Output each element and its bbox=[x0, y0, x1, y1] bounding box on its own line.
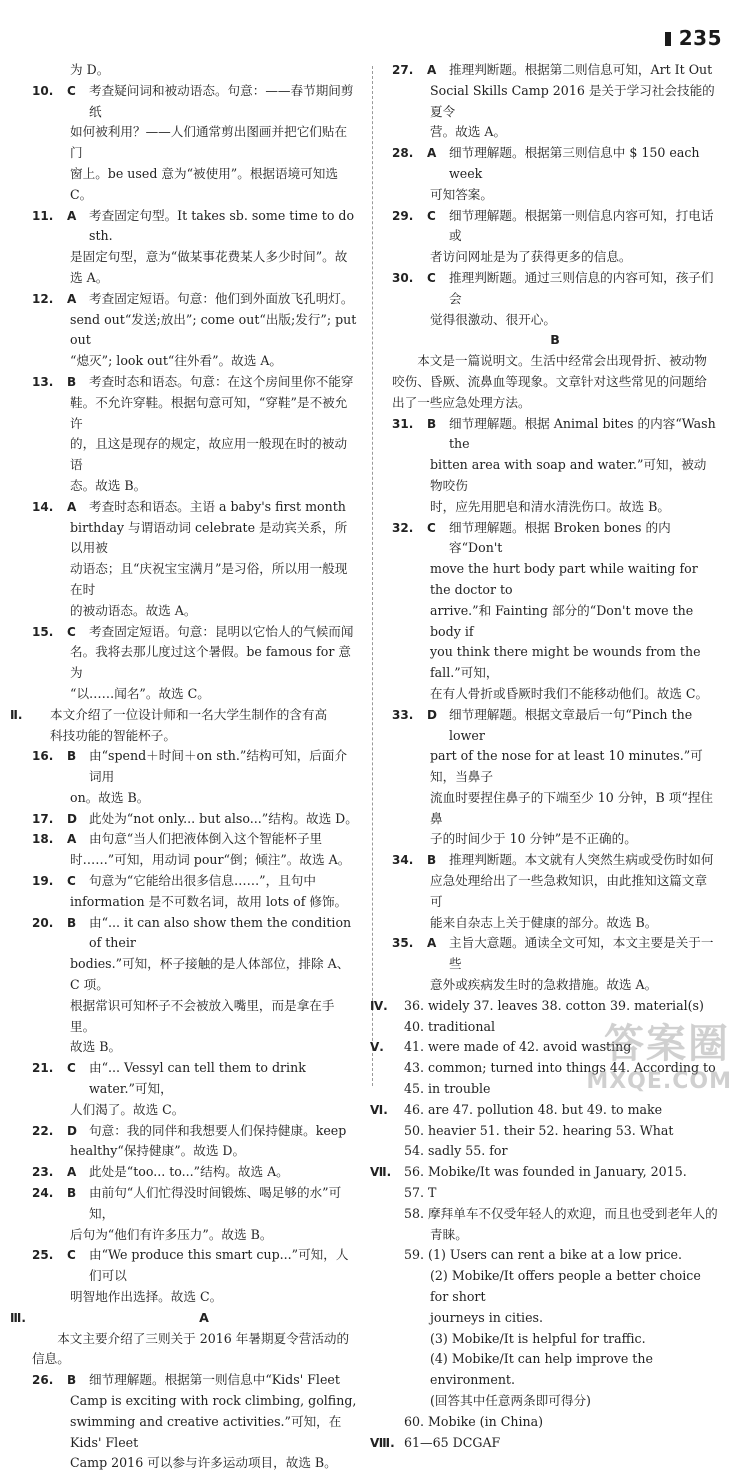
answer-25: 25. C 由“We produce this smart cup...”可知，人们可以 bbox=[32, 1247, 349, 1284]
answer-19: 19. C 句意为“它能给出很多信息……”，且句中 bbox=[32, 873, 316, 889]
answer-12: 12. A 考查固定短语。句意：他们到外面放飞孔明灯。 bbox=[32, 290, 354, 306]
answer-21: 21. C 由“... Vessyl can tell them to drink water.”可知， bbox=[32, 1060, 306, 1097]
answer-22: 22. D 句意：我的同伴和我想要人们保持健康。keep bbox=[32, 1122, 347, 1138]
right-column: 27. A 推理判断题。根据第二则信息可知，Art It Out Social Skills Camp 2016 是关于学习社会技能的夏令 营。故选 A。 28. A 细节理解题。根据第三则信息中 $ 150 each week 可知答案。 29. C 细节理解题。根据第一则信息内容可知，打电话或 者访问网址是为了获得更多的信息。 30. C 推理判断题。通过三则信息的内容可知，孩子们会 觉得很激动、很开心。 B 本文是一篇说明文。生活中经常会出现骨折、被动物 咬伤、昏厥、流鼻血等现象。文章针对这些常见的问题给 出了一些应急处理方法。 31. B 细节理解题。根据 Animal bites 的内容“Wash the bitten area with soap and water.”可知，被动物咬伤 时，应先用肥皂和清水清洗伤口。故选 B。 32. C 细节理解题。根据 Broken bones 的内容“Don't move the hurt body part while waiting for the doctor to arrive.”和 Fainting 部分的“Don't move the body if you think there might be wounds from the fall.”可知， 在有人骨折或昏厥时我们不能移动他们。故选 C。 33. D 细节理解题。根据文章最后一句“Pinch the lower part of the nose for at least 10 minutes.”可知，当鼻子 流血时要捏住鼻子的下端至少 10 分钟，B 项“捏住鼻 子的时间少于 10 分钟”是不正确的。 34. B 推理判断题。本文就有人突然生病或受伤时如何 应急处理给出了一些急救知识，由此推知这篇文章可 能来自杂志上关于健康的部分。故选 B。 35. A 主旨大意题。通读全文可知，本文主要是关于一些 意外或疾病发生时的急救措施。故选 A。 Ⅳ. 36. widely 37. leaves 38. cotton 39. material(s) 40. traditional Ⅴ. 41. were made of 42. avoid wasting 43. common; turned into things 44. According to 45. in trouble Ⅵ. 46. are 47. pollution 48. but 49. to make 50. heavier 51. their 52. hearing 53. What 54. sadly 55. for Ⅶ. 56. Mobike/It was founded in January, 2015. 57. T 58. 摩拜单车不仅受年轻人的欢迎，而且也受到老年人的 青睐。 59. (1) Users can rent a bike at a low price. (2) Mobike/It offers people a better choice for short journeys in cities. (3) Mobike/It is helpful for traffic. (4) Mobike/It can help improve the environment. (回答其中任意两条即可得分) 60. Mobike (in China) Ⅷ. 61—65 DCGAF bbox=[392, 60, 718, 1453]
section-7: Ⅶ. 56. Mobike/It was founded in January, 2015. bbox=[370, 1164, 687, 1180]
answer-33: 33. D 细节理解题。根据文章最后一句“Pinch the lower bbox=[392, 706, 693, 743]
page-number: 235 bbox=[665, 26, 722, 50]
section-3-intro: 本文主要介绍了三则关于 2016 年暑期夏令营活动的 bbox=[57, 1330, 350, 1346]
section-b-heading: B bbox=[550, 332, 560, 348]
answer-27: 27. A 推理判断题。根据第二则信息可知，Art It Out bbox=[392, 62, 713, 77]
section-6: Ⅵ. 46. are 47. pollution 48. but 49. to make bbox=[370, 1101, 663, 1117]
answer-17: 17. D 此处为“not only... but also...”结构。故选 D。 bbox=[32, 810, 358, 826]
section-2-intro: Ⅱ. 本文介绍了一位设计师和一名大学生制作的含有高 bbox=[10, 706, 328, 722]
answer-29: 29. C 细节理解题。根据第一则信息内容可知，打电话或 bbox=[392, 207, 714, 244]
answer-13: 13. B 考查时态和语态。句意：在这个房间里你不能穿 bbox=[32, 373, 354, 389]
section-3-heading: Ⅲ. A bbox=[10, 1309, 209, 1325]
answer-24: 24. B 由前句“人们忙得没时间锻炼、喝足够的水”可知， bbox=[32, 1185, 342, 1221]
answer-16: 16. B 由“spend＋时间＋on sth.”结构可知，后面介词用 bbox=[32, 748, 348, 785]
answer-11: 11. A 考查固定句型。It takes sb. some time to do sth. bbox=[32, 207, 355, 244]
answer-15: 15. C 考查固定短语。句意：昆明以它怡人的气候而闻 bbox=[32, 623, 354, 639]
column-divider bbox=[372, 66, 373, 1086]
answer-28: 28. A 细节理解题。根据第三则信息中 $ 150 each week bbox=[392, 145, 700, 181]
answer-30: 30. C 推理判断题。通过三则信息的内容可知，孩子们会 bbox=[392, 269, 714, 306]
answer-32: 32. C 细节理解题。根据 Broken bones 的内容“Don't bbox=[392, 519, 671, 556]
answer-26: 26. B 细节理解题。根据第一则信息中“Kids' Fleet bbox=[32, 1372, 340, 1388]
answer-31: 31. B 细节理解题。根据 Animal bites 的内容“Wash the bbox=[392, 415, 716, 452]
answer-23: 23. A 此处是“too... to...”结构。故选 A。 bbox=[32, 1164, 289, 1180]
answer-20: 20. B 由“... it can also show them the condition of their bbox=[32, 914, 352, 951]
section-b-intro: 本文是一篇说明文。生活中经常会出现骨折、被动物 bbox=[417, 353, 707, 369]
answer-35: 35. A 主旨大意题。通读全文可知，本文主要是关于一些 bbox=[392, 935, 714, 972]
answer-34: 34. B 推理判断题。本文就有人突然生病或受伤时如何 bbox=[392, 852, 714, 868]
section-4: Ⅳ. 36. widely 37. leaves 38. cotton 39. material(s) bbox=[370, 997, 704, 1013]
answer-18: 18. A 由句意“当人们把液体倒入这个智能杯子里 bbox=[32, 831, 323, 847]
answer-10: 10. C 考查疑问词和被动语态。句意：——春节期间剪纸 bbox=[32, 82, 354, 119]
section-5: Ⅴ. 41. were made of 42. avoid wasting bbox=[370, 1039, 632, 1055]
page-mark-icon bbox=[665, 32, 671, 46]
section-8: Ⅷ. 61—65 DCGAF bbox=[370, 1434, 501, 1450]
answer-continuation: 为 D。 bbox=[70, 62, 110, 77]
answer-14: 14. A 考查时态和语态。主语 a baby's first month bbox=[32, 498, 346, 514]
watermark-logo: 答案圈 MXQE.COM bbox=[586, 1021, 732, 1094]
left-column: 为 D。 10. C 考查疑问词和被动语态。句意：——春节期间剪纸 如何被利用？——人们通常剪出图画并把它们贴在门 窗上。be used 意为“被使用”。根据语境可知选 C。 11. A 考查固定句型。It takes sb. some time to do sth. 是固定句型，意为“做某事花费某人多少时间”。故 选 A。 12. A 考查固定短语。句意：他们到外面放飞孔明灯。 send out“发送;放出”; come out“出版;发行”; put out “熄灭”; look out“往外看”。故选 A。 13. B 考查时态和语态。句意：在这个房间里你不能穿 鞋。不允许穿鞋。根据句意可知，“穿鞋”是不被允许 的，且这是现存的规定，故应用一般现在时的被动语 态。故选 B。 14. A 考查时态和语态。主语 a baby's first month birthday 与谓语动词 celebrate 是动宾关系，所以用被 动语态；且“庆祝宝宝满月”是习俗，所以用一般现在时 的被动语态。故选 A。 15. C 考查固定短语。句意：昆明以它怡人的气候而闻 名。我将去那儿度过这个暑假。be famous for 意为 “以……闻名”。故选 C。 Ⅱ. 本文介绍了一位设计师和一名大学生制作的含有高 科技功能的智能杯子。 16. B 由“spend＋时间＋on sth.”结构可知，后面介词用 on。故选 B。 17. D 此处为“not only... but also...”结构。故选 D。 18. A 由句意“当人们把液体倒入这个智能杯子里 时……”可知，用动词 pour“倒；倾注”。故选 A。 19. C 句意为“它能给出很多信息……”，且句中 information 是不可数名词，故用 lots of 修饰。 20. B 由“... it can also show them the condition of their bodies.”可知，杯子接触的是人体部位，排除 A、C 项。 根据常识可知杯子不会被放入嘴里，而是拿在手里。 故选 B。 21. C 由“... Vessyl can tell them to drink water.”可知， 人们渴了。故选 C。 22. D 句意：我的同伴和我想要人们保持健康。keep healthy“保持健康”。故选 D。 23. A 此处是“too... to...”结构。故选 A。 24. B 由前句“人们忙得没时间锻炼、喝足够的水”可知， 后句为“他们有许多压力”。故选 B。 25. C 由“We produce this smart cup...”可知，人们可以 明智地作出选择。故选 C。 Ⅲ. A 本文主要介绍了三则关于 2016 年暑期夏令营活动的 信息。 26. B 细节理解题。根据第一则信息中“Kids' Fleet Camp is exciting with rock climbing, golfing, swimming and creative activities.”可知，在 Kids' Fleet Camp 2016 可以参与许多运动项目，故选 B。 bbox=[10, 62, 358, 1471]
